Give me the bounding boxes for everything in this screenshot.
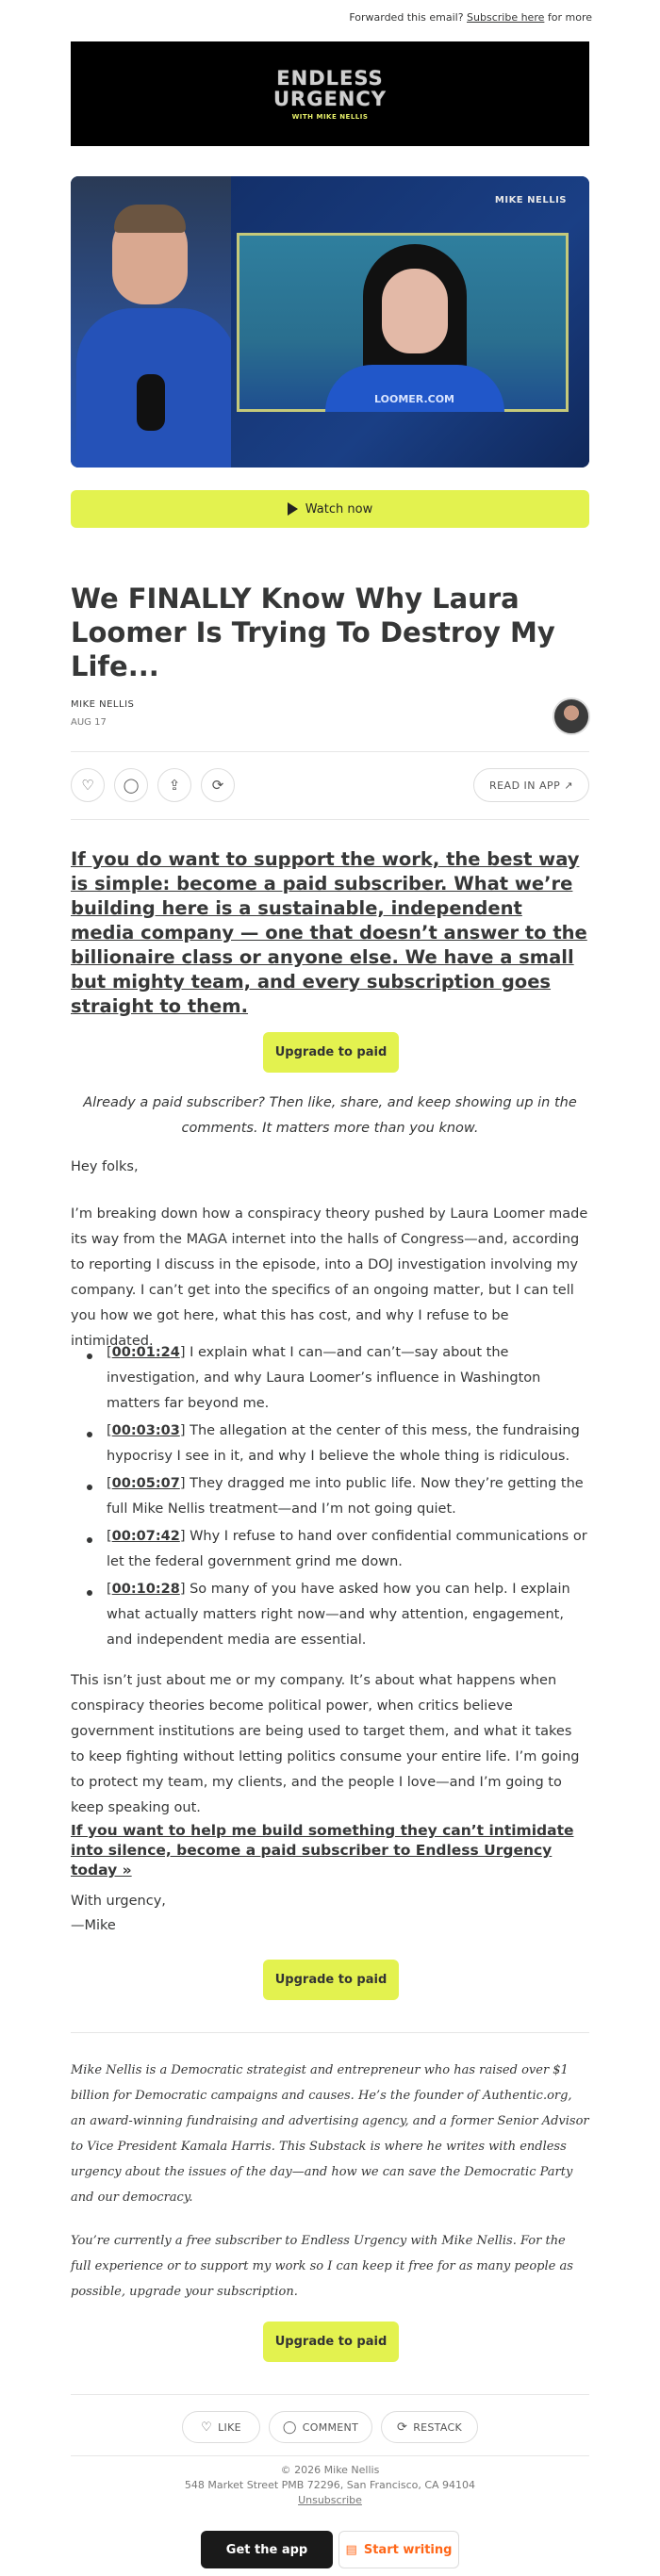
host-hair bbox=[114, 205, 186, 233]
signoff: With urgency, bbox=[71, 1894, 166, 1909]
author-name[interactable]: MIKE NELLIS bbox=[71, 699, 135, 710]
footer-comment-label: COMMENT bbox=[302, 2420, 359, 2434]
share-button[interactable] bbox=[157, 768, 191, 802]
author-bio: Mike Nellis is a Democratic strategist and entrepreneur who has raised over $1 billion for Democratic campaigns and causes. He’s the founder of Authentic.org, an award-winning fundraising and advertising agency, and a former Senior Advisor to Vice President Kamala Harris. This Substack is where he writes with endless urgency about the issues of the day—and how we can save the Democratic Party and our democracy. bbox=[71, 2063, 589, 2205]
footer-like-button[interactable] bbox=[182, 2411, 260, 2443]
start-writing-label: Start writing bbox=[363, 2542, 453, 2557]
bullet bbox=[87, 1537, 92, 1543]
forward-notice-prefix: Forwarded this email? bbox=[349, 11, 464, 24]
footer-copyright: © 2026 Mike Nellis bbox=[280, 2464, 380, 2476]
bullet bbox=[87, 1432, 92, 1437]
divider bbox=[71, 2455, 589, 2456]
restack-icon: ⟳ bbox=[211, 777, 224, 794]
timestamp-link[interactable]: 00:07:42 bbox=[111, 1529, 180, 1544]
banner-line-2: URGENCY bbox=[273, 87, 387, 110]
chapter-text: So many of you have asked how you can help. I explain what actually matters right now—and why attention, engagement, and independent media are essential. bbox=[107, 1582, 570, 1648]
get-the-app-button[interactable]: Get the app bbox=[201, 2531, 333, 2568]
paid-subscriber-note: Already a paid subscriber? Then like, share, and keep showing up in the comments. It matters more than you know. bbox=[83, 1095, 577, 1136]
chapter-item: [00:10:28] So many of you have asked how you can help. I explain what actually matters right now—and why attention, engagement, and independent media are essential. bbox=[107, 1582, 570, 1648]
restack-button[interactable] bbox=[201, 768, 235, 802]
comment-icon: ◯ bbox=[282, 2420, 297, 2435]
chapter-text: Why I refuse to hand over confidential communications or let the federal government grind me down. bbox=[107, 1529, 587, 1569]
free-subscriber-note: You’re currently a free subscriber to Endless Urgency with Mike Nellis. For the full experience or to support my work so I can keep it free for as many people as possible, upgrade your subscription. bbox=[71, 2234, 573, 2299]
divider bbox=[71, 2394, 589, 2395]
upgrade-to-paid-button[interactable]: Upgrade to paid bbox=[263, 1032, 399, 1073]
play-icon bbox=[288, 502, 298, 516]
guest-face bbox=[382, 269, 448, 353]
chapter-item: [00:01:24] I explain what I can—and can’t—say about the investigation, and why Laura Loomer’s influence in Washington matters far beyond me. bbox=[107, 1345, 541, 1411]
post-date: AUG 17 bbox=[71, 717, 107, 728]
closing-paragraph: This isn’t just about me or my company. It’s about what happens when conspiracy theories become political power, when critics believe government institutions are being used to target them, and what it takes to keep fighting without letting politics consume your entire life. I’m going to protect my team, my clients, and the people I love—and I’m going to keep speaking out. bbox=[71, 1673, 580, 1815]
comment-button[interactable] bbox=[114, 768, 148, 802]
unsubscribe-link[interactable]: Unsubscribe bbox=[298, 2494, 362, 2506]
timestamp-link[interactable]: 00:10:28 bbox=[111, 1582, 180, 1597]
upgrade-to-paid-button[interactable]: Upgrade to paid bbox=[263, 2322, 399, 2362]
footer-restack-button[interactable] bbox=[381, 2411, 478, 2443]
chapter-text: The allegation at the center of this mess, the fundraising hypocrisy I see in it, and why I believe the whole thing is ridiculous. bbox=[107, 1423, 580, 1464]
greeting: Hey folks, bbox=[71, 1159, 139, 1174]
heart-icon: ♡ bbox=[81, 777, 94, 794]
signature: —Mike bbox=[71, 1918, 116, 1933]
author-avatar[interactable] bbox=[553, 697, 590, 735]
shirt-text: LOOMER.COM bbox=[374, 393, 455, 405]
restack-icon: ⟳ bbox=[397, 2420, 408, 2435]
bullet bbox=[87, 1485, 92, 1490]
substack-logo-icon: ▤ bbox=[345, 2542, 357, 2557]
chapter-item: [00:07:42] Why I refuse to hand over confidential communications or let the federal government grind me down. bbox=[107, 1529, 587, 1569]
subscribe-link[interactable]: Subscribe here bbox=[467, 11, 545, 24]
publication-banner[interactable] bbox=[71, 41, 589, 146]
timestamp-link[interactable]: 00:05:07 bbox=[111, 1476, 180, 1491]
watch-now-button[interactable] bbox=[71, 490, 589, 528]
intro-paragraph: I’m breaking down how a conspiracy theory pushed by Laura Loomer made its way from the MAGA internet into the halls of Congress—and, according to reporting I discuss in the episode, into a DOJ investigation involving my company. I can’t get into the specifics of an ongoing matter, but I can tell you how we got here, what this has cost, and why I refuse to be intimidated. bbox=[71, 1206, 588, 1349]
divider bbox=[71, 2032, 589, 2033]
watch-now-label: Watch now bbox=[305, 501, 373, 517]
share-icon: ⇪ bbox=[168, 777, 181, 794]
chapter-text: They dragged me into public life. Now they’re getting the full Mike Nellis treatment—and I’m not going quiet. bbox=[107, 1476, 584, 1517]
read-in-app-button[interactable]: READ IN APP ↗ bbox=[473, 768, 589, 802]
like-button[interactable] bbox=[71, 768, 105, 802]
footer-address: 548 Market Street PMB 72296, San Francisco, CA 94104 bbox=[184, 2479, 476, 2491]
chapter-text: I explain what I can—and can’t—say about the investigation, and why Laura Loomer’s influence in Washington matters far beyond me. bbox=[107, 1345, 541, 1411]
divider bbox=[71, 819, 589, 820]
post-title[interactable]: We FINALLY Know Why Laura Loomer Is Trying To Destroy My Life... bbox=[71, 582, 555, 682]
timestamp-link[interactable]: 00:03:03 bbox=[111, 1423, 180, 1438]
thumbnail-logo: MIKE NELLIS bbox=[494, 195, 567, 205]
footer-comment-button[interactable] bbox=[269, 2411, 372, 2443]
video-thumbnail[interactable] bbox=[71, 176, 589, 468]
bullet bbox=[87, 1590, 92, 1596]
forward-notice bbox=[349, 11, 592, 24]
footer-restack-label: RESTACK bbox=[413, 2420, 462, 2434]
become-paid-subscriber-link[interactable]: If you want to help me build something they can’t intimidate into silence, become a paid subscriber to Endless Urgency today » bbox=[71, 1822, 574, 1879]
timestamp-link[interactable]: 00:01:24 bbox=[111, 1345, 180, 1360]
footer-like-label: LIKE bbox=[218, 2420, 241, 2434]
bullet bbox=[87, 1354, 92, 1359]
chapter-item: [00:03:03] The allegation at the center of this mess, the fundraising hypocrisy I see in it, and why I believe the whole thing is ridiculous. bbox=[107, 1423, 580, 1464]
start-writing-button[interactable] bbox=[338, 2531, 459, 2568]
banner-line-1: ENDLESS bbox=[276, 66, 384, 90]
chapter-item: [00:05:07] They dragged me into public life. Now they’re getting the full Mike Nellis treatment—and I’m not going quiet. bbox=[107, 1476, 584, 1517]
forward-notice-suffix: for more bbox=[547, 11, 592, 24]
divider bbox=[71, 751, 589, 752]
upgrade-to-paid-button[interactable]: Upgrade to paid bbox=[263, 1960, 399, 2000]
microphone-icon bbox=[137, 374, 165, 431]
heart-icon: ♡ bbox=[201, 2420, 213, 2435]
support-pitch-link[interactable]: If you do want to support the work, the best way is simple: become a paid subscriber. What we’re building here is a sustainable, independent media company — one that doesn’t answer to the billionaire class or anyone else. We have a small but mighty team, and every subscription goes straight to them. bbox=[71, 848, 587, 1017]
banner-line-3: WITH MIKE NELLIS bbox=[291, 112, 369, 121]
comment-icon: ◯ bbox=[123, 777, 140, 794]
